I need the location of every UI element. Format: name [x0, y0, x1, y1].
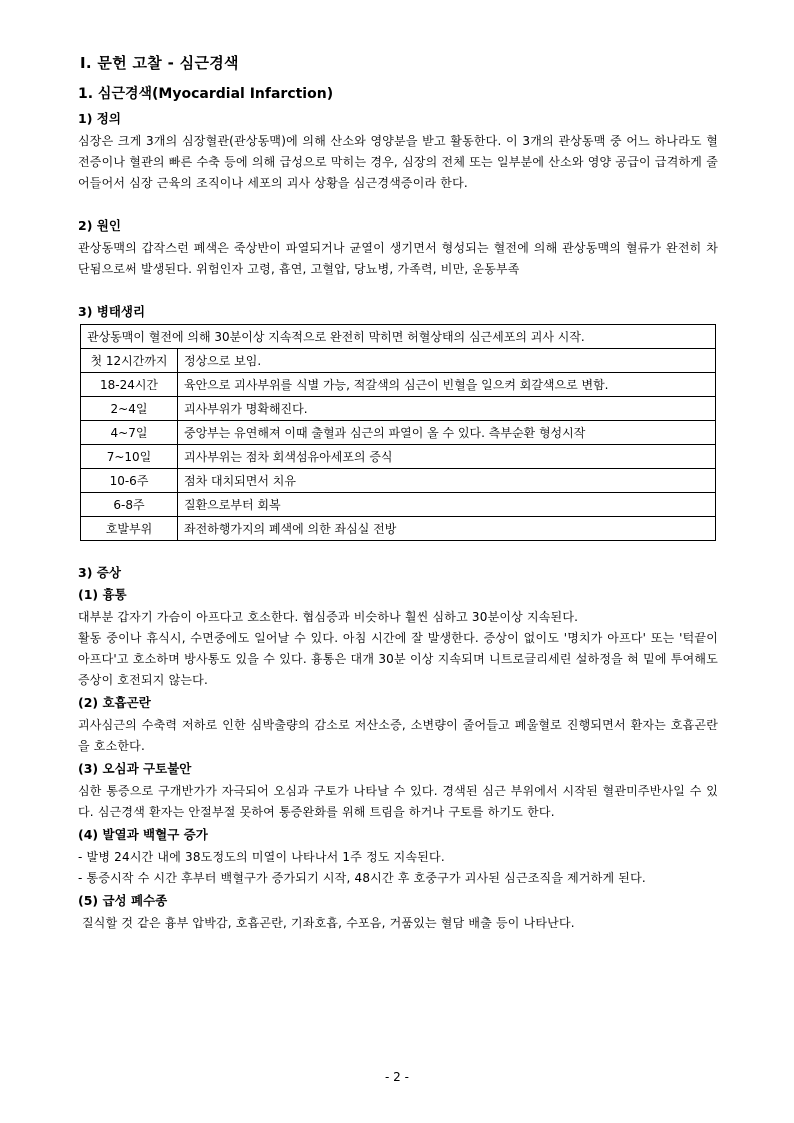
period-cell: 6-8주	[81, 493, 178, 517]
period-cell: 4~7일	[81, 421, 178, 445]
period-cell: 10-6주	[81, 469, 178, 493]
description-cell: 육안으로 괴사부위를 식별 가능, 적갈색의 심근이 빈혈을 일으켜 회갈색으로 변함.	[178, 373, 716, 397]
period-cell: 첫 12시간까지	[81, 349, 178, 373]
definition-text: 심장은 크게 3개의 심장혈관(관상동맥)에 의해 산소와 영양분을 받고 활동한다. 이 3개의 관상동맥 중 어느 하나라도 혈전증이나 혈관의 빠른 수축 등에 의해 급성으로 막히는 경우, 심장의 전체 또는 일부분에 산소와 영양 공급이 급격하게 줄어들어서 심장 근육의 조직이나 세포의 괴사 상황을 심근경색증이라 한다.	[78, 134, 718, 190]
chest-pain-line: 대부분 갑자기 가슴이 아프다고 호소한다. 협심증과 비슷하나 훨씬 심하고 30분이상 지속된다.	[78, 610, 579, 624]
fever-item: - 통증시작 수 시간 후부터 백혈구가 증가되기 시작, 48시간 후 호중구가 괴사된 심근조직을 제거하게 된다.	[78, 871, 646, 885]
chest-pain-heading: (1) 흉통	[78, 587, 127, 602]
edema-heading: (5) 급성 폐수종	[78, 893, 168, 908]
document-title: Ⅰ. 문헌 고찰 - 심근경색	[80, 54, 239, 72]
pathophysiology-table	[80, 324, 716, 541]
nausea-heading: (3) 오심과 구토불안	[78, 761, 192, 776]
edema-text: 질식할 것 같은 흉부 압박감, 호흡곤란, 기좌호흡, 수포음, 거품있는 혈담 배출 등이 나타난다.	[78, 916, 575, 930]
section-heading: 1. 심근경색(Myocardial Infarction)	[78, 86, 334, 102]
cause-text: 관상동맥의 갑작스런 폐색은 죽상반이 파열되거나 균열이 생기면서 형성되는 혈전에 의해 관상동맥의 혈류가 완전히 차단됨으로써 발생된다. 위험인자 고령, 흡연, 고혈압, 당뇨병, 가족력, 비만, 운동부족	[78, 241, 718, 276]
table-row	[81, 469, 716, 493]
table-header-row	[81, 325, 716, 349]
description-cell: 괴사부위가 명확해진다.	[178, 397, 716, 421]
dyspnea-text: 괴사심근의 수축력 저하로 인한 심박출량의 감소로 저산소증, 소변량이 줄어들고 폐울혈로 진행되면서 환자는 호흡곤란을 호소한다.	[78, 718, 718, 753]
table-row	[81, 421, 716, 445]
page-number: - 2 -	[385, 1070, 409, 1084]
fever-item: - 발병 24시간 내에 38도정도의 미열이 나타나서 1주 정도 지속된다.	[78, 850, 445, 864]
cause-heading: 2) 원인	[78, 218, 121, 233]
table-row	[81, 397, 716, 421]
period-cell: 호발부위	[81, 517, 178, 541]
dyspnea-heading: (2) 호흡곤란	[78, 695, 151, 710]
table-row	[81, 445, 716, 469]
pathophysiology-heading: 3) 병태생리	[78, 304, 146, 319]
chest-pain-line: 활동 중이나 휴식시, 수면중에도 일어날 수 있다. 아침 시간에 잘 발생한다. 증상이 없이도 '명치가 아프다' 또는 '턱끝이 아프다'고 호소하며 방사통도 있을 수 있다. 흉통은 대개 30분 이상 지속되며 니트로글리세린 설하정을 혀 밑에 투여해도 증상이 호전되지 않는다.	[78, 631, 718, 687]
description-cell: 정상으로 보임.	[178, 349, 716, 373]
period-cell: 7~10일	[81, 445, 178, 469]
document-page	[78, 52, 718, 934]
description-cell: 괴사부위는 점차 회색섬유아세포의 증식	[178, 445, 716, 469]
definition-heading: 1) 정의	[78, 111, 121, 126]
description-cell: 질환으로부터 회복	[178, 493, 716, 517]
fever-heading: (4) 발열과 백혈구 증가	[78, 827, 208, 842]
description-cell: 점차 대치되면서 치유	[178, 469, 716, 493]
description-cell: 중앙부는 유연해져 이때 출혈과 심근의 파열이 올 수 있다. 측부순환 형성시작	[178, 421, 716, 445]
table-row	[81, 517, 716, 541]
table-row	[81, 493, 716, 517]
description-cell: 좌전하행가지의 폐색에 의한 좌심실 전방	[178, 517, 716, 541]
nausea-text: 심한 통증으로 구개반가가 자극되어 오심과 구토가 나타날 수 있다. 경색된 심근 부위에서 시작된 혈관미주반사일 수 있다. 심근경색 환자는 안절부절 못하여 통증완화를 위해 트림을 하거나 구토를 하기도 한다.	[78, 784, 718, 819]
period-cell: 2~4일	[81, 397, 178, 421]
table-row	[81, 349, 716, 373]
period-cell: 18-24시간	[81, 373, 178, 397]
table-row	[81, 373, 716, 397]
table-header-cell: 관상동맥이 혈전에 의해 30분이상 지속적으로 완전히 막히면 허혈상태의 심근세포의 괴사 시작.	[81, 325, 716, 349]
symptoms-heading: 3) 증상	[78, 565, 121, 580]
